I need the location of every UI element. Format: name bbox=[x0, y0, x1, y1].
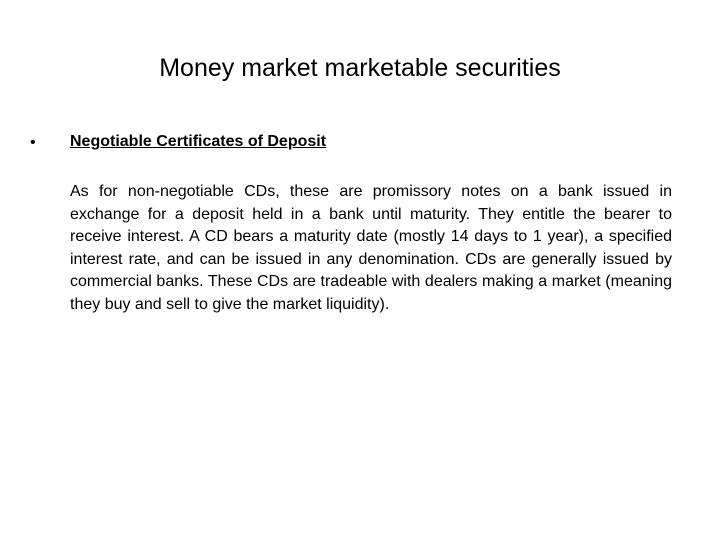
slide-title: Money market marketable securities bbox=[159, 54, 561, 82]
section-heading: Negotiable Certificates of Deposit bbox=[70, 133, 327, 150]
bullet-point: • bbox=[30, 134, 36, 151]
body-paragraph: As for non-negotiable CDs, these are promissory notes on a bank issued in exchange for a deposit held in a bank until maturity. They entitle the bearer to receive interest. A CD bears a maturity date (mostly 14 days to 1 year), a specified interest rate, and can be issued in any denomination. CDs are generally issued by commercial banks. These CDs are tradeable with dealers making a market (meaning they buy and sell to give the market liquidity). bbox=[70, 183, 672, 313]
